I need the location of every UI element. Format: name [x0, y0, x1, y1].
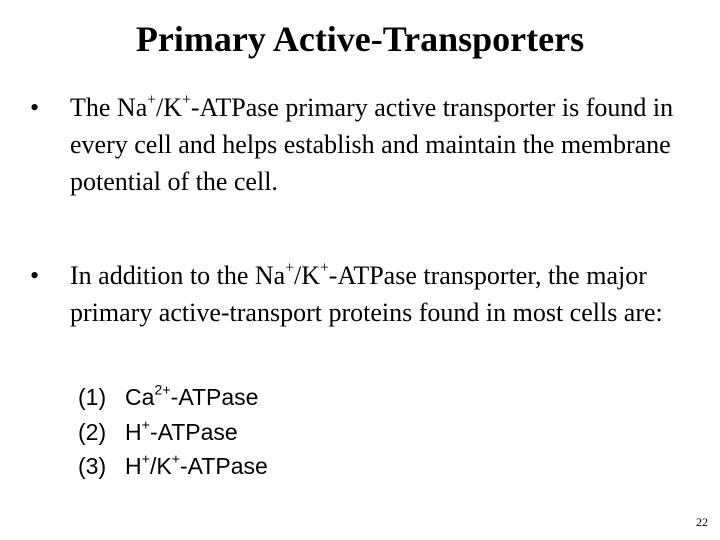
list-item — [78, 380, 268, 415]
list-number: (1) — [78, 384, 107, 410]
bullet-marker: • — [30, 261, 40, 290]
list-item — [78, 449, 268, 484]
bullet-text: In addition to the Na+/K+-ATPase transporter, the major primary active-transport proteins found in most cells are: — [70, 259, 663, 327]
bullet-item-other-transporters — [30, 258, 690, 332]
list-text: H+/K+-ATPase — [125, 451, 268, 479]
list-text: $Ca^{2+}$-ATPase — [125, 382, 259, 410]
slide-title: Primary Active-Transporters — [135, 19, 585, 59]
list-number: (2) — [78, 418, 107, 445]
list-item — [78, 415, 268, 450]
bullet-marker: • — [30, 93, 40, 122]
bullet-item-na-k-atpase — [30, 90, 690, 201]
list-text: H+-ATPase — [125, 416, 238, 445]
list-number: (3) — [78, 453, 107, 479]
page-number: 22 — [696, 515, 708, 529]
bullet-text: The Na+/K+-ATPase primary active transporter is found in every cell and helps establish and maintain the membrane potential of the cell. — [70, 91, 674, 196]
transporter-list — [78, 380, 268, 484]
